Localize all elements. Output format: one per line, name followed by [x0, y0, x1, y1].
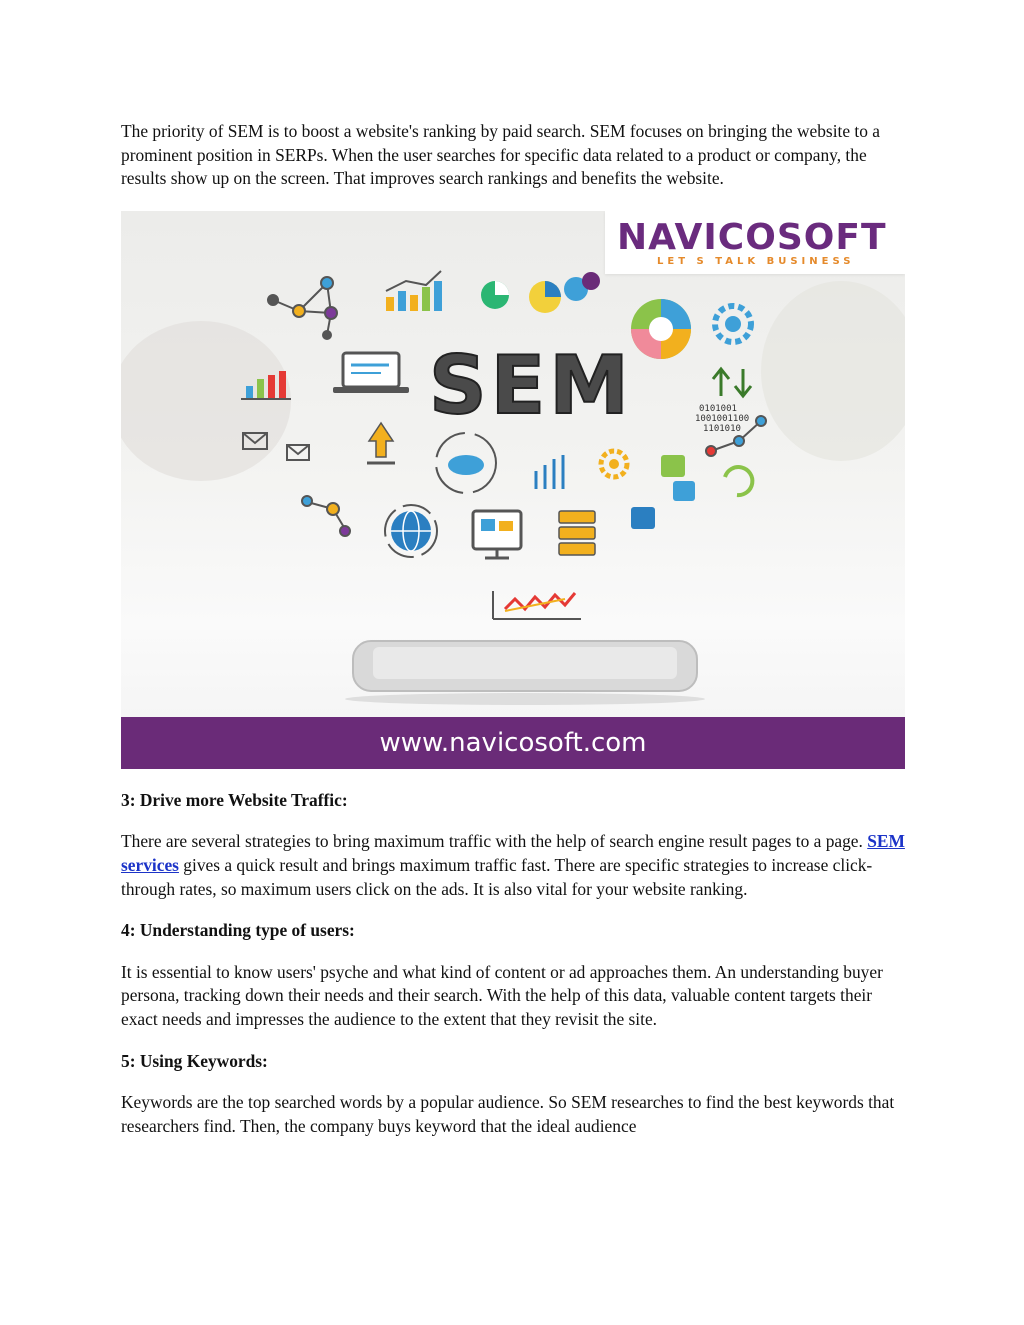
section-paragraph [121, 830, 905, 901]
upload-arrow-icon [367, 423, 395, 463]
monitor-icon [473, 511, 521, 558]
section-paragraph: It is essential to know users' psyche and what kind of content or ad approaches them. An understanding buyer persona, tracking down their needs and their search. With the help of this data, valuable content targets their exact needs and impresses the audience to the extent that they revisit the site. [121, 961, 883, 1029]
sem-illustration [121, 211, 905, 769]
binary-data-icon [695, 404, 749, 434]
paragraph-text: There are several strategies to bring maximum traffic with the help of search engine result pages to a page. [121, 831, 868, 852]
intro-paragraph: The priority of SEM is to boost a website's ranking by paid search. SEM focuses on bringing the website to a prominent position in SERPs. When the user searches for specific data related to a product or company, the results show up on the screen. That improves search rankings and benefits the website. [121, 121, 881, 189]
logo-tagline: LET S TALK BUSINESS [657, 255, 855, 267]
cloud-icon [436, 433, 496, 493]
laptop-icon [333, 353, 409, 393]
section-heading: 3: Drive more Website Traffic: [121, 789, 348, 810]
pie-charts-icon [481, 272, 600, 313]
section-paragraph: Keywords are the top searched words by a popular audience. So SEM researches to find the best keywords that researchers find. Then, the company buys keyword that the ideal audience [121, 1092, 895, 1136]
donut-chart-icon [631, 299, 691, 359]
growth-chart-icon [386, 271, 442, 311]
smartphone-image [345, 641, 705, 705]
puzzle-icon [631, 455, 695, 529]
svg-text:1001001100: 1001001100 [695, 413, 750, 424]
server-icon [559, 511, 595, 555]
connection-icon [302, 496, 350, 536]
small-gear-icon [601, 451, 627, 477]
section-heading: 5: Using Keywords: [121, 1050, 268, 1071]
network-icon [268, 277, 337, 339]
document-page [121, 120, 905, 1138]
refresh-icon [725, 467, 752, 495]
paragraph-text: gives a quick result and brings maximum traffic fast. There are specific strategies to increase click-through rates, so maximum users click on the ads. It is also vital for your website ranking. [121, 854, 873, 899]
globe-icon [385, 505, 437, 557]
website-url-banner: www.navicosoft.com [121, 717, 905, 769]
navicosoft-logo [605, 211, 905, 274]
svg-text:0101001: 0101001 [699, 403, 737, 414]
logo-name: NAVICOSOFT [617, 216, 887, 258]
sem-icons-illustration [121, 211, 905, 769]
sem-services-link[interactable]: SEM services [121, 831, 905, 875]
rising-bars-icon [536, 455, 563, 489]
gear-icon [715, 306, 751, 342]
svg-text:1101010: 1101010 [703, 423, 741, 434]
arrows-updown-icon [713, 369, 751, 396]
trend-chart-icon [493, 591, 581, 619]
section-heading: 4: Understanding type of users: [121, 920, 355, 941]
sem-heading-word: SEM [429, 338, 633, 432]
